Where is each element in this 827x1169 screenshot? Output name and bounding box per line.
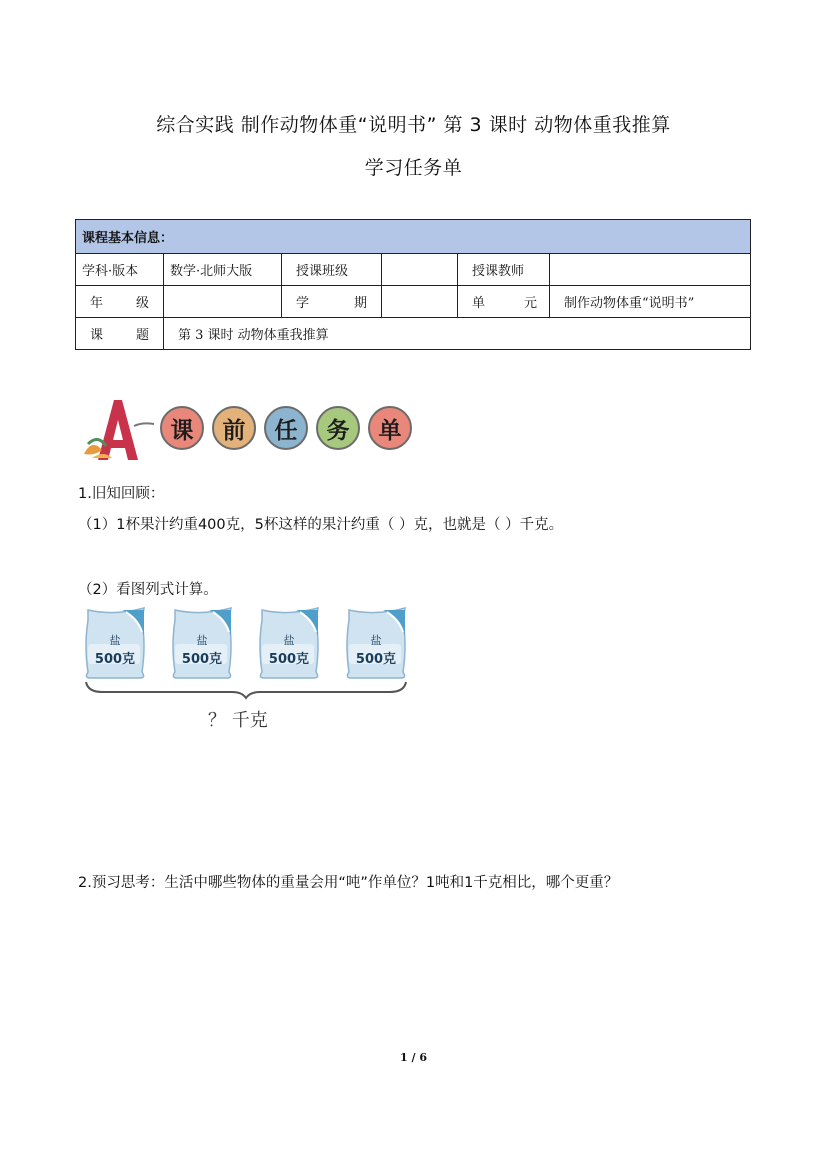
grade-label bbox=[76, 286, 164, 318]
letter-a-logo bbox=[78, 394, 168, 466]
bag-weight-label: 500克 bbox=[355, 652, 397, 667]
question-1-title: 1.旧知回顾： bbox=[78, 486, 165, 502]
bag-salt-label: 盐 bbox=[370, 634, 382, 647]
salt-bag bbox=[82, 606, 148, 680]
topic-label-b: 题 bbox=[135, 328, 149, 343]
term-label-a: 学 bbox=[296, 296, 310, 311]
subject-label: 学科·版本 bbox=[76, 254, 164, 286]
topic-label-a: 课 bbox=[90, 328, 104, 343]
brace-icon bbox=[82, 680, 412, 700]
unit-label-a: 单 bbox=[472, 296, 486, 311]
unit-label-b: 元 bbox=[523, 296, 537, 311]
salt-bag bbox=[343, 606, 409, 680]
subject-value: 数学·北师大版 bbox=[164, 254, 282, 286]
term-value bbox=[382, 286, 458, 318]
banner-char-4: 务 bbox=[316, 406, 360, 450]
info-table-header: 课程基本信息： bbox=[76, 220, 751, 254]
term-label-b: 期 bbox=[353, 296, 367, 311]
unit-label bbox=[458, 286, 550, 318]
pre-class-task-banner bbox=[78, 394, 408, 466]
worksheet-title: 综合实践 制作动物体重“说明书” 第 3 课时 动物体重我推算 bbox=[156, 114, 671, 136]
page-number: 1 / 6 bbox=[400, 1051, 427, 1064]
banner-char-2: 前 bbox=[212, 406, 256, 450]
salt-bag bbox=[169, 606, 235, 680]
bag-salt-label: 盐 bbox=[283, 634, 295, 647]
unit-value: 制作动物体重“说明书” bbox=[550, 286, 751, 318]
class-label: 授课班级 bbox=[282, 254, 382, 286]
bag-weight-label: 500克 bbox=[268, 652, 310, 667]
banner-char-3: 任 bbox=[264, 406, 308, 450]
banner-char-5: 单 bbox=[368, 406, 412, 450]
question-1-1: （1）1杯果汁约重400克，5杯这样的果汁约重（ ）克，也就是（ ）千克。 bbox=[78, 517, 564, 533]
banner-char-1: 课 bbox=[160, 406, 204, 450]
worksheet-subtitle: 学习任务单 bbox=[364, 157, 463, 179]
grade-label-a: 年 bbox=[90, 296, 104, 311]
teacher-label: 授课教师 bbox=[458, 254, 550, 286]
question-1-2: （2）看图列式计算。 bbox=[78, 582, 218, 598]
bag-weight-label: 500克 bbox=[181, 652, 223, 667]
question-2: 2.预习思考：生活中哪些物体的重量会用“吨”作单位？1吨和1千克相比，哪个更重？ bbox=[78, 875, 619, 891]
class-value bbox=[382, 254, 458, 286]
grade-label-b: 级 bbox=[135, 296, 149, 311]
term-label bbox=[282, 286, 382, 318]
topic-value: 第 3 课时 动物体重我推算 bbox=[164, 318, 751, 350]
grade-value bbox=[164, 286, 282, 318]
bag-weight-label: 500克 bbox=[94, 652, 136, 667]
topic-label bbox=[76, 318, 164, 350]
salt-bag bbox=[256, 606, 322, 680]
bag-salt-label: 盐 bbox=[109, 634, 121, 647]
brace-label: ？ 千克 bbox=[208, 710, 268, 731]
bag-salt-label: 盐 bbox=[196, 634, 208, 647]
teacher-value bbox=[550, 254, 751, 286]
course-info-table bbox=[75, 219, 751, 350]
